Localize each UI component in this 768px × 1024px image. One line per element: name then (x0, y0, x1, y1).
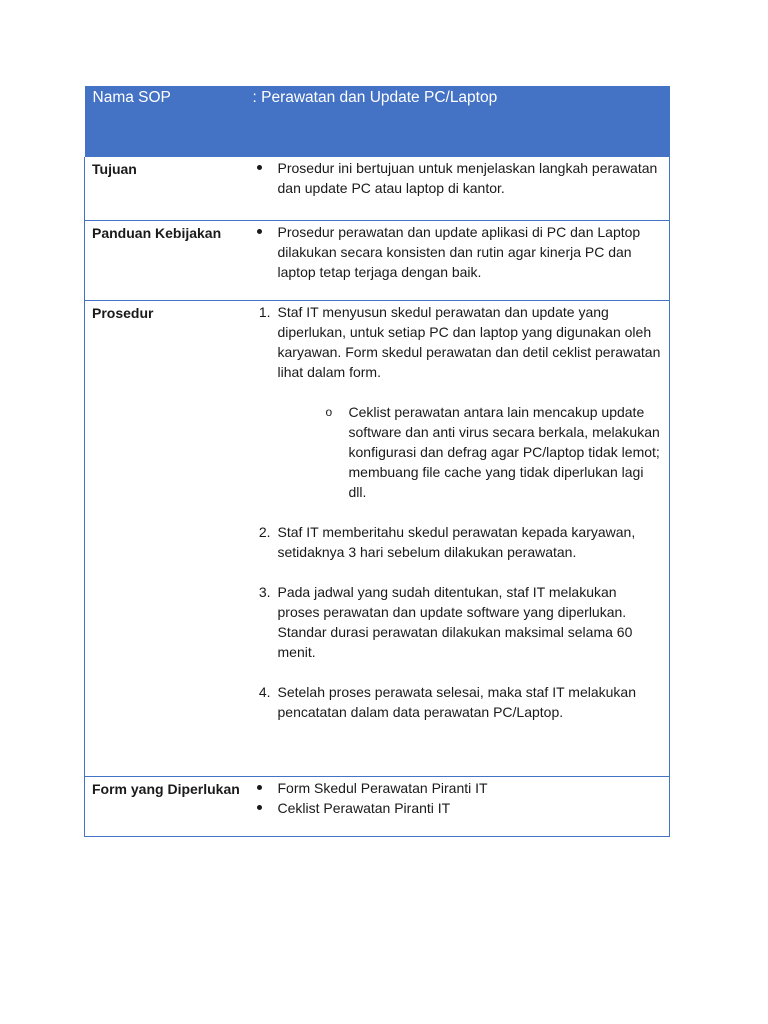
row-content-tujuan (253, 157, 670, 220)
step-number: 3. (258, 583, 271, 600)
step-item (253, 582, 662, 662)
step-item (253, 302, 662, 502)
sub-item (278, 402, 662, 502)
step-item (253, 522, 662, 562)
row-panduan (85, 220, 670, 300)
list-item: Form Skedul Perawatan Piranti IT (253, 778, 662, 798)
row-label-tujuan: Tujuan (85, 157, 253, 220)
header-label: Nama SOP (85, 86, 253, 157)
row-label-form: Form yang Diperlukan (85, 776, 253, 836)
row-label-panduan: Panduan Kebijakan (85, 220, 253, 300)
row-prosedur (85, 300, 670, 776)
header-title: : Perawatan dan Update PC/Laptop (253, 86, 670, 157)
step-number: 1. (258, 303, 271, 320)
sub-item-text: Ceklist perawatan antara lain mencakup update software dan anti virus secara berkala, melakukan konfigurasi dan defrag agar PC/laptop tidak lemot; membuang file cache yang tidak diperlukan lagi dll. (348, 403, 660, 500)
sop-table (84, 86, 670, 837)
step-number: 4. (258, 683, 271, 700)
list-item: Prosedur perawatan dan update aplikasi di PC dan Laptop dilakukan secara konsisten dan rutin agar kinerja PC dan laptop tetap terjaga dengan baik. (253, 222, 662, 282)
row-content-prosedur (253, 300, 670, 776)
row-form (85, 776, 670, 836)
step-number: 2. (258, 523, 271, 540)
row-content-form (253, 776, 670, 836)
row-label-prosedur: Prosedur (85, 300, 253, 776)
step-text: Pada jadwal yang sudah ditentukan, staf IT melakukan proses perawatan dan update software yang diperlukan. Standar durasi perawatan dilakukan maksimal selama 60 menit. (277, 583, 633, 660)
step-text: Setelah proses perawata selesai, maka staf IT melakukan pencatatan dalam data perawatan PC/Laptop. (277, 683, 636, 720)
sub-bullet-marker: o (325, 404, 333, 419)
row-content-panduan (253, 220, 670, 300)
row-tujuan (85, 157, 670, 220)
list-item: Prosedur ini bertujuan untuk menjelaskan langkah perawatan dan update PC atau laptop di kantor. (253, 158, 662, 198)
header-row (85, 86, 670, 157)
step-text: Staf IT menyusun skedul perawatan dan update yang diperlukan, untuk setiap PC dan laptop yang digunakan oleh karyawan. Form skedul perawatan dan detil ceklist perawatan lihat dalam form. (277, 303, 661, 380)
list-item: Ceklist Perawatan Piranti IT (253, 798, 662, 818)
step-item (253, 682, 662, 722)
step-text: Staf IT memberitahu skedul perawatan kepada karyawan, setidaknya 3 hari sebelum dilakukan perawatan. (277, 523, 636, 560)
